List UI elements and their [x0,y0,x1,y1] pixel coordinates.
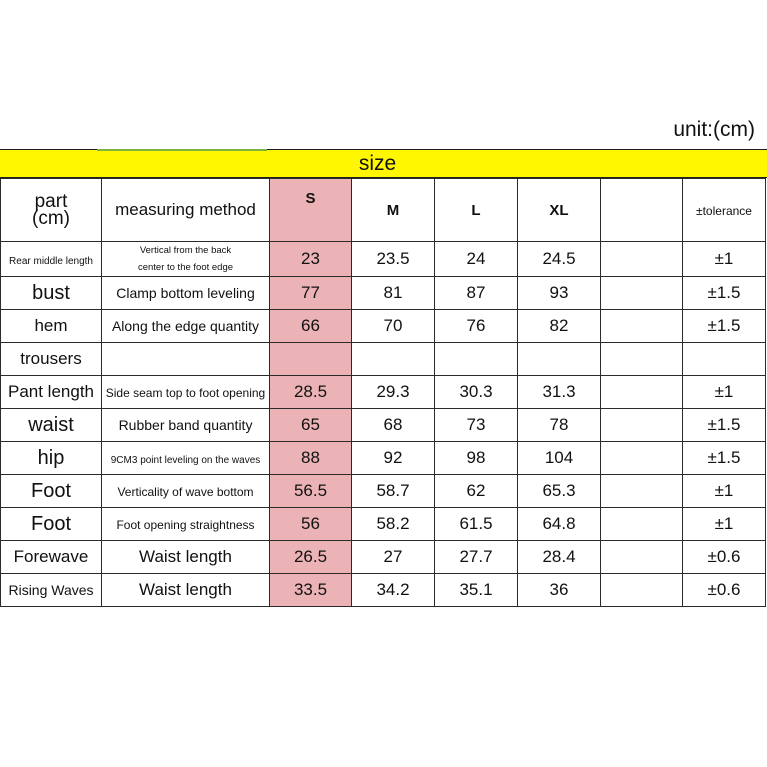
header-size-m-cell [352,179,435,242]
row-value-xl: 64.8 [518,508,601,541]
table-row [1,376,766,409]
row-blank [601,442,683,475]
header-tolerance-cell [683,179,766,242]
row-value-xl: 36 [518,574,601,607]
header-part: part (cm) [32,190,70,229]
row-method [102,343,270,376]
row-value-l: 24 [435,242,518,277]
banner-accent-line [97,149,267,151]
row-value-m: 58.7 [352,475,435,508]
row-value-l: 98 [435,442,518,475]
row-tolerance: ±1.5 [683,277,766,310]
row-value-xl: 78 [518,409,601,442]
row-blank [601,508,683,541]
row-value-xl: 82 [518,310,601,343]
row-blank [601,277,683,310]
row-value-l: 62 [435,475,518,508]
row-value-l: 35.1 [435,574,518,607]
row-value-m: 29.3 [352,376,435,409]
header-blank-cell [601,179,683,242]
row-blank [601,574,683,607]
row-value-l: 73 [435,409,518,442]
header-size-m: M [386,202,400,220]
row-tolerance: ±1 [683,242,766,277]
row-part: Rising Waves [1,574,102,607]
size-banner [0,149,767,178]
row-blank [601,376,683,409]
header-method: measuring method [115,200,256,220]
row-method: 9CM3 point leveling on the waves [102,442,270,475]
table-row [1,310,766,343]
row-value-l [435,343,518,376]
row-value-xl: 28.4 [518,541,601,574]
row-method: Side seam top to foot opening [102,376,270,409]
row-tolerance: ±1.5 [683,310,766,343]
row-value-xl: 65.3 [518,475,601,508]
row-part: Rear middle length [1,242,102,277]
table-row [1,242,766,277]
row-value-m: 34.2 [352,574,435,607]
row-value-xl: 31.3 [518,376,601,409]
row-method: Foot opening straightness [102,508,270,541]
row-value-xl: 24.5 [518,242,601,277]
row-part: bust [1,277,102,310]
row-tolerance: ±1.5 [683,409,766,442]
header-size-l: L [471,202,481,220]
row-value-l: 87 [435,277,518,310]
table-row [1,409,766,442]
table-row [1,508,766,541]
size-banner-title: size [358,151,397,175]
row-value-l: 30.3 [435,376,518,409]
row-part: trousers [1,343,102,376]
header-size-xl-cell [518,179,601,242]
row-tolerance: ±0.6 [683,541,766,574]
row-value-m: 27 [352,541,435,574]
row-value-s: 56.5 [270,475,352,508]
row-value-xl [518,343,601,376]
row-method: Clamp bottom leveling [102,277,270,310]
row-value-s: 56 [270,508,352,541]
row-value-s: 66 [270,310,352,343]
header-size-l-cell [435,179,518,242]
row-blank [601,343,683,376]
row-blank [601,242,683,277]
row-part: Foot [1,508,102,541]
row-blank [601,409,683,442]
header-size-s-cell [270,179,352,242]
size-table [0,178,766,607]
row-value-m: 58.2 [352,508,435,541]
row-value-s: 26.5 [270,541,352,574]
row-method: Waist length [102,541,270,574]
row-part: Pant length [1,376,102,409]
table-row [1,277,766,310]
row-method: Rubber band quantity [102,409,270,442]
row-part: hip [1,442,102,475]
row-value-m: 68 [352,409,435,442]
row-value-m: 23.5 [352,242,435,277]
row-value-s: 77 [270,277,352,310]
table-row [1,574,766,607]
row-value-l: 61.5 [435,508,518,541]
row-tolerance: ±1.5 [683,442,766,475]
row-tolerance: ±1 [683,475,766,508]
row-blank [601,541,683,574]
row-part: Foot [1,475,102,508]
row-value-m [352,343,435,376]
row-part: waist [1,409,102,442]
table-header-row [1,179,766,242]
row-method: Vertical from the back center to the foot edge [102,242,270,277]
row-part: hem [1,310,102,343]
header-method-cell [102,179,270,242]
header-size-s: S [305,190,316,208]
row-value-m: 92 [352,442,435,475]
header-part-cell [1,179,102,242]
row-method: Along the edge quantity [102,310,270,343]
row-method: Verticality of wave bottom [102,475,270,508]
row-value-m: 70 [352,310,435,343]
row-value-s: 33.5 [270,574,352,607]
header-tolerance: ±tolerance [696,204,752,219]
row-blank [601,310,683,343]
unit-label: unit:(cm) [673,118,755,141]
row-tolerance: ±0.6 [683,574,766,607]
row-tolerance: ±1 [683,508,766,541]
table-row [1,442,766,475]
row-value-s: 88 [270,442,352,475]
row-value-l: 27.7 [435,541,518,574]
row-value-s: 28.5 [270,376,352,409]
row-value-l: 76 [435,310,518,343]
row-value-xl: 93 [518,277,601,310]
row-method: Waist length [102,574,270,607]
row-value-s: 23 [270,242,352,277]
row-tolerance: ±1 [683,376,766,409]
row-value-s [270,343,352,376]
row-tolerance [683,343,766,376]
table-row [1,541,766,574]
row-value-m: 81 [352,277,435,310]
row-part: Forewave [1,541,102,574]
row-blank [601,475,683,508]
header-size-xl: XL [549,202,569,220]
table-row [1,343,766,376]
row-value-s: 65 [270,409,352,442]
table-row [1,475,766,508]
row-value-xl: 104 [518,442,601,475]
